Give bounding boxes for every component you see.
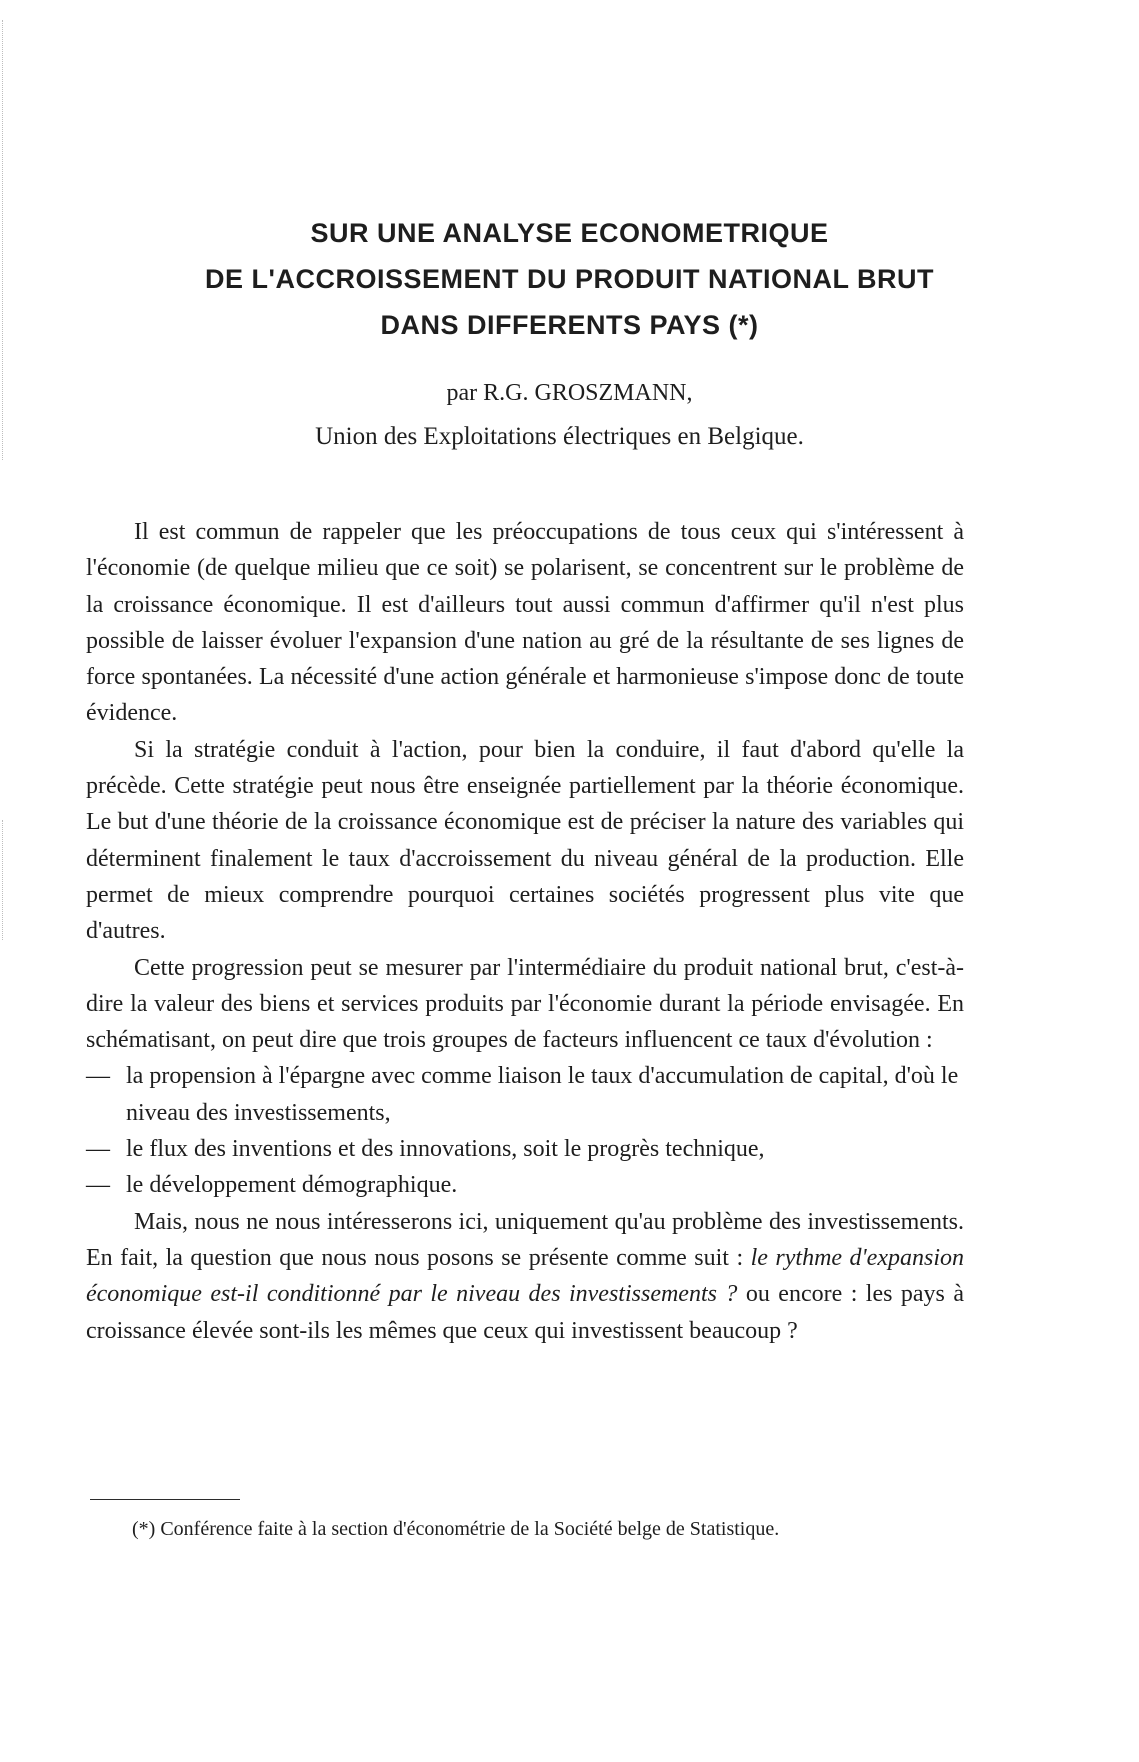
footnote: (*) Conférence faite à la section d'économétrie de la Société belge de Statistique. bbox=[132, 1518, 780, 1540]
scan-edge-marks-lower bbox=[2, 820, 6, 940]
title-line-2: DE L'ACCROISSEMENT DU PRODUIT NATIONAL BRUT bbox=[205, 264, 934, 294]
list-item-text: le développement démographique. bbox=[126, 1172, 458, 1199]
paragraph-3: Cette progression peut se mesurer par l'intermédiaire du produit national brut, c'est-à-dire la valeur des biens et services produits par l'économie durant la période envisagée. En schématisant, on peut dire que trois groupes de facteurs influencent ce taux d'évolution : bbox=[86, 954, 964, 1054]
list-dash: — bbox=[86, 1136, 110, 1163]
title-line-1: SUR UNE ANALYSE ECONOMETRIQUE bbox=[310, 218, 829, 248]
article-body bbox=[86, 514, 964, 1349]
list-item bbox=[86, 1058, 964, 1131]
list-dash: — bbox=[86, 1172, 110, 1199]
list-item-text: la propension à l'épargne avec comme liaison le taux d'accumulation de capital, d'où le niveau des investissements, bbox=[126, 1063, 959, 1126]
author-affiliation: Union des Exploitations électriques en Belgique. bbox=[315, 423, 804, 450]
list-item bbox=[86, 1131, 964, 1167]
list-item-text: le flux des inventions et des innovations, soit le progrès technique, bbox=[126, 1136, 765, 1163]
paragraph-4-end: ou encore : les pays à croissance élevée sont-ils les mêmes que ceux qui investissent beaucoup ? bbox=[86, 1281, 964, 1344]
list-item bbox=[86, 1167, 964, 1203]
paragraph-4 bbox=[86, 1204, 964, 1349]
list-dash: — bbox=[86, 1063, 110, 1090]
author-byline: par R.G. GROSZMANN, bbox=[446, 380, 693, 406]
footnote-divider bbox=[90, 1499, 240, 1500]
article-title bbox=[0, 210, 1139, 348]
research-question: le rythme d'expansion économique est-il conditionné par le niveau des investissements ? bbox=[86, 1244, 964, 1308]
author-block bbox=[0, 371, 1139, 459]
factor-list bbox=[86, 1058, 964, 1203]
paragraph-2: Si la stratégie conduit à l'action, pour bien la conduire, il faut d'abord qu'elle la précède. Cette stratégie peut nous être enseignée partiellement par la théorie économique. Le but d'une théorie de la croissance économique est de préciser la nature des variables qui déterminent finalement le taux d'accroissement du niveau général de la production. Elle permet de mieux comprendre pourquoi certaines sociétés progressent plus vite que d'autres. bbox=[86, 736, 964, 945]
title-line-3: DANS DIFFERENTS PAYS (*) bbox=[380, 310, 759, 340]
paragraph-1: Il est commun de rappeler que les préoccupations de tous ceux qui s'intéressent à l'économie (de quelque milieu que ce soit) se polarisent, se concentrent sur le problème de la croissance économique. Il est d'ailleurs tout aussi commun d'affirmer qu'il n'est plus possible de laisser évoluer l'expansion d'une nation au gré de la résultante de ses lignes de force spontanées. La nécessité d'une action générale et harmonieuse s'impose donc de toute évidence. bbox=[86, 519, 964, 727]
paragraph-4-start: Mais, nous ne nous intéresserons ici, uniquement qu'au problème des investissements. En fait, la question que nous nous posons se présente comme suit : bbox=[86, 1208, 964, 1271]
